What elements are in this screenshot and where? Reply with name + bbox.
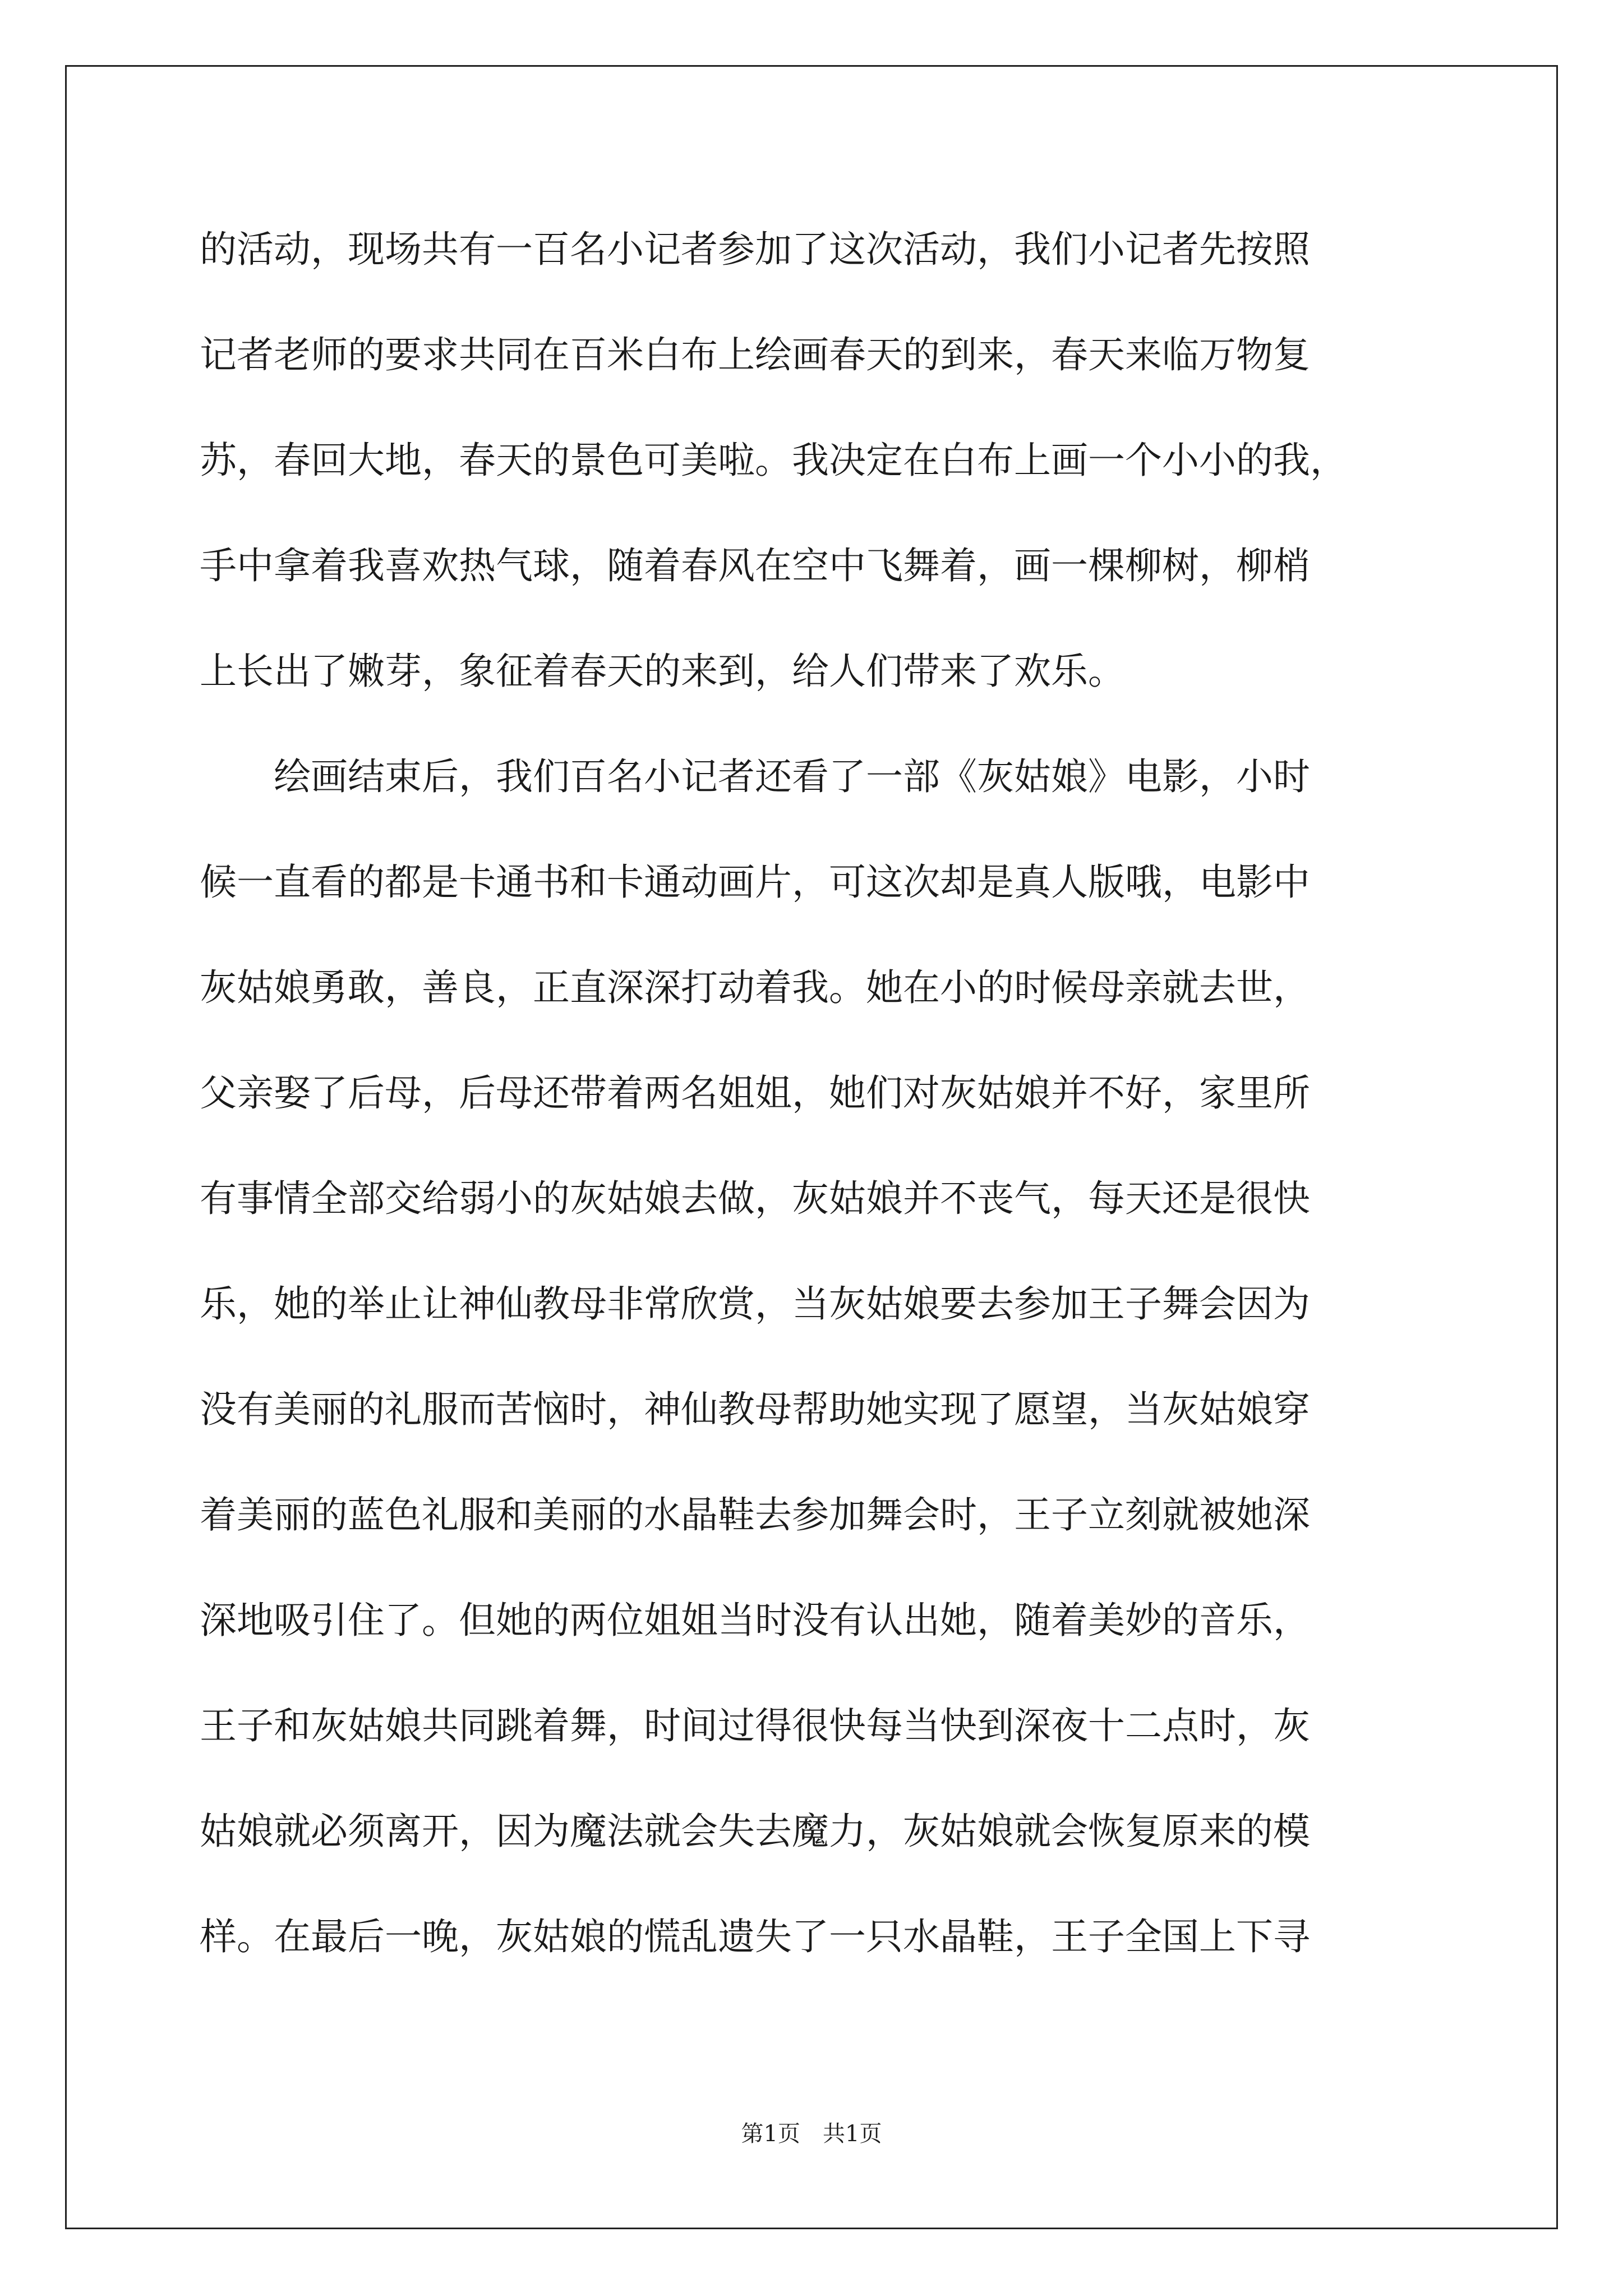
text-line: 没有美丽的礼服而苦恼时，神仙教母帮助她实现了愿望，当灰姑娘穿 (200, 1388, 1310, 1431)
text-line: 深地吸引住了。但她的两位姐姐当时没有认出她，随着美妙的音乐， (200, 1599, 1310, 1642)
text-line: 灰姑娘勇敢，善良，正直深深打动着我。她在小的时候母亲就去世， (200, 966, 1310, 1009)
text-line: 有事情全部交给弱小的灰姑娘去做，灰姑娘并不丧气，每天还是很快 (200, 1177, 1310, 1220)
text-line: 乐，她的举止让神仙教母非常欣赏，当灰姑娘要去参加王子舞会因为 (200, 1282, 1310, 1326)
text-line: 的活动，现场共有一百名小记者参加了这次活动，我们小记者先按照 (200, 228, 1310, 271)
text-line: 手中拿着我喜欢热气球，随着春风在空中飞舞着，画一棵柳树，柳梢 (200, 544, 1310, 587)
text-line: 记者老师的要求共同在百米白布上绘画春天的到来，春天来临万物复 (200, 333, 1310, 376)
text-line: 样。在最后一晚，灰姑娘的慌乱遗失了一只水晶鞋，王子全国上下寻 (200, 1915, 1310, 1958)
text-line: 父亲娶了后母，后母还带着两名姐姐，她们对灰姑娘并不好，家里所 (200, 1071, 1310, 1115)
text-line: 王子和灰姑娘共同跳着舞，时间过得很快每当快到深夜十二点时，灰 (200, 1704, 1310, 1747)
text-line: 着美丽的蓝色礼服和美丽的水晶鞋去参加舞会时，王子立刻就被她深 (200, 1493, 1310, 1536)
text-line: 上长出了嫩芽，象征着春天的来到，给人们带来了欢乐。 (200, 650, 1125, 693)
page-number: 第1页 (741, 2121, 800, 2147)
text-line: 苏，春回大地，春天的景色可美啦。我决定在白布上画一个小小的我， (200, 439, 1347, 482)
page-total: 共1页 (823, 2121, 882, 2147)
text-line: 绘画结束后，我们百名小记者还看了一部《灰姑娘》电影，小时 (200, 755, 1310, 798)
text-line: 候一直看的都是卡通书和卡通动画片，可这次却是真人版哦，电影中 (200, 861, 1310, 904)
text-line: 姑娘就必须离开，因为魔法就会失去魔力，灰姑娘就会恢复原来的模 (200, 1810, 1310, 1853)
page-footer (0, 2117, 1623, 2151)
